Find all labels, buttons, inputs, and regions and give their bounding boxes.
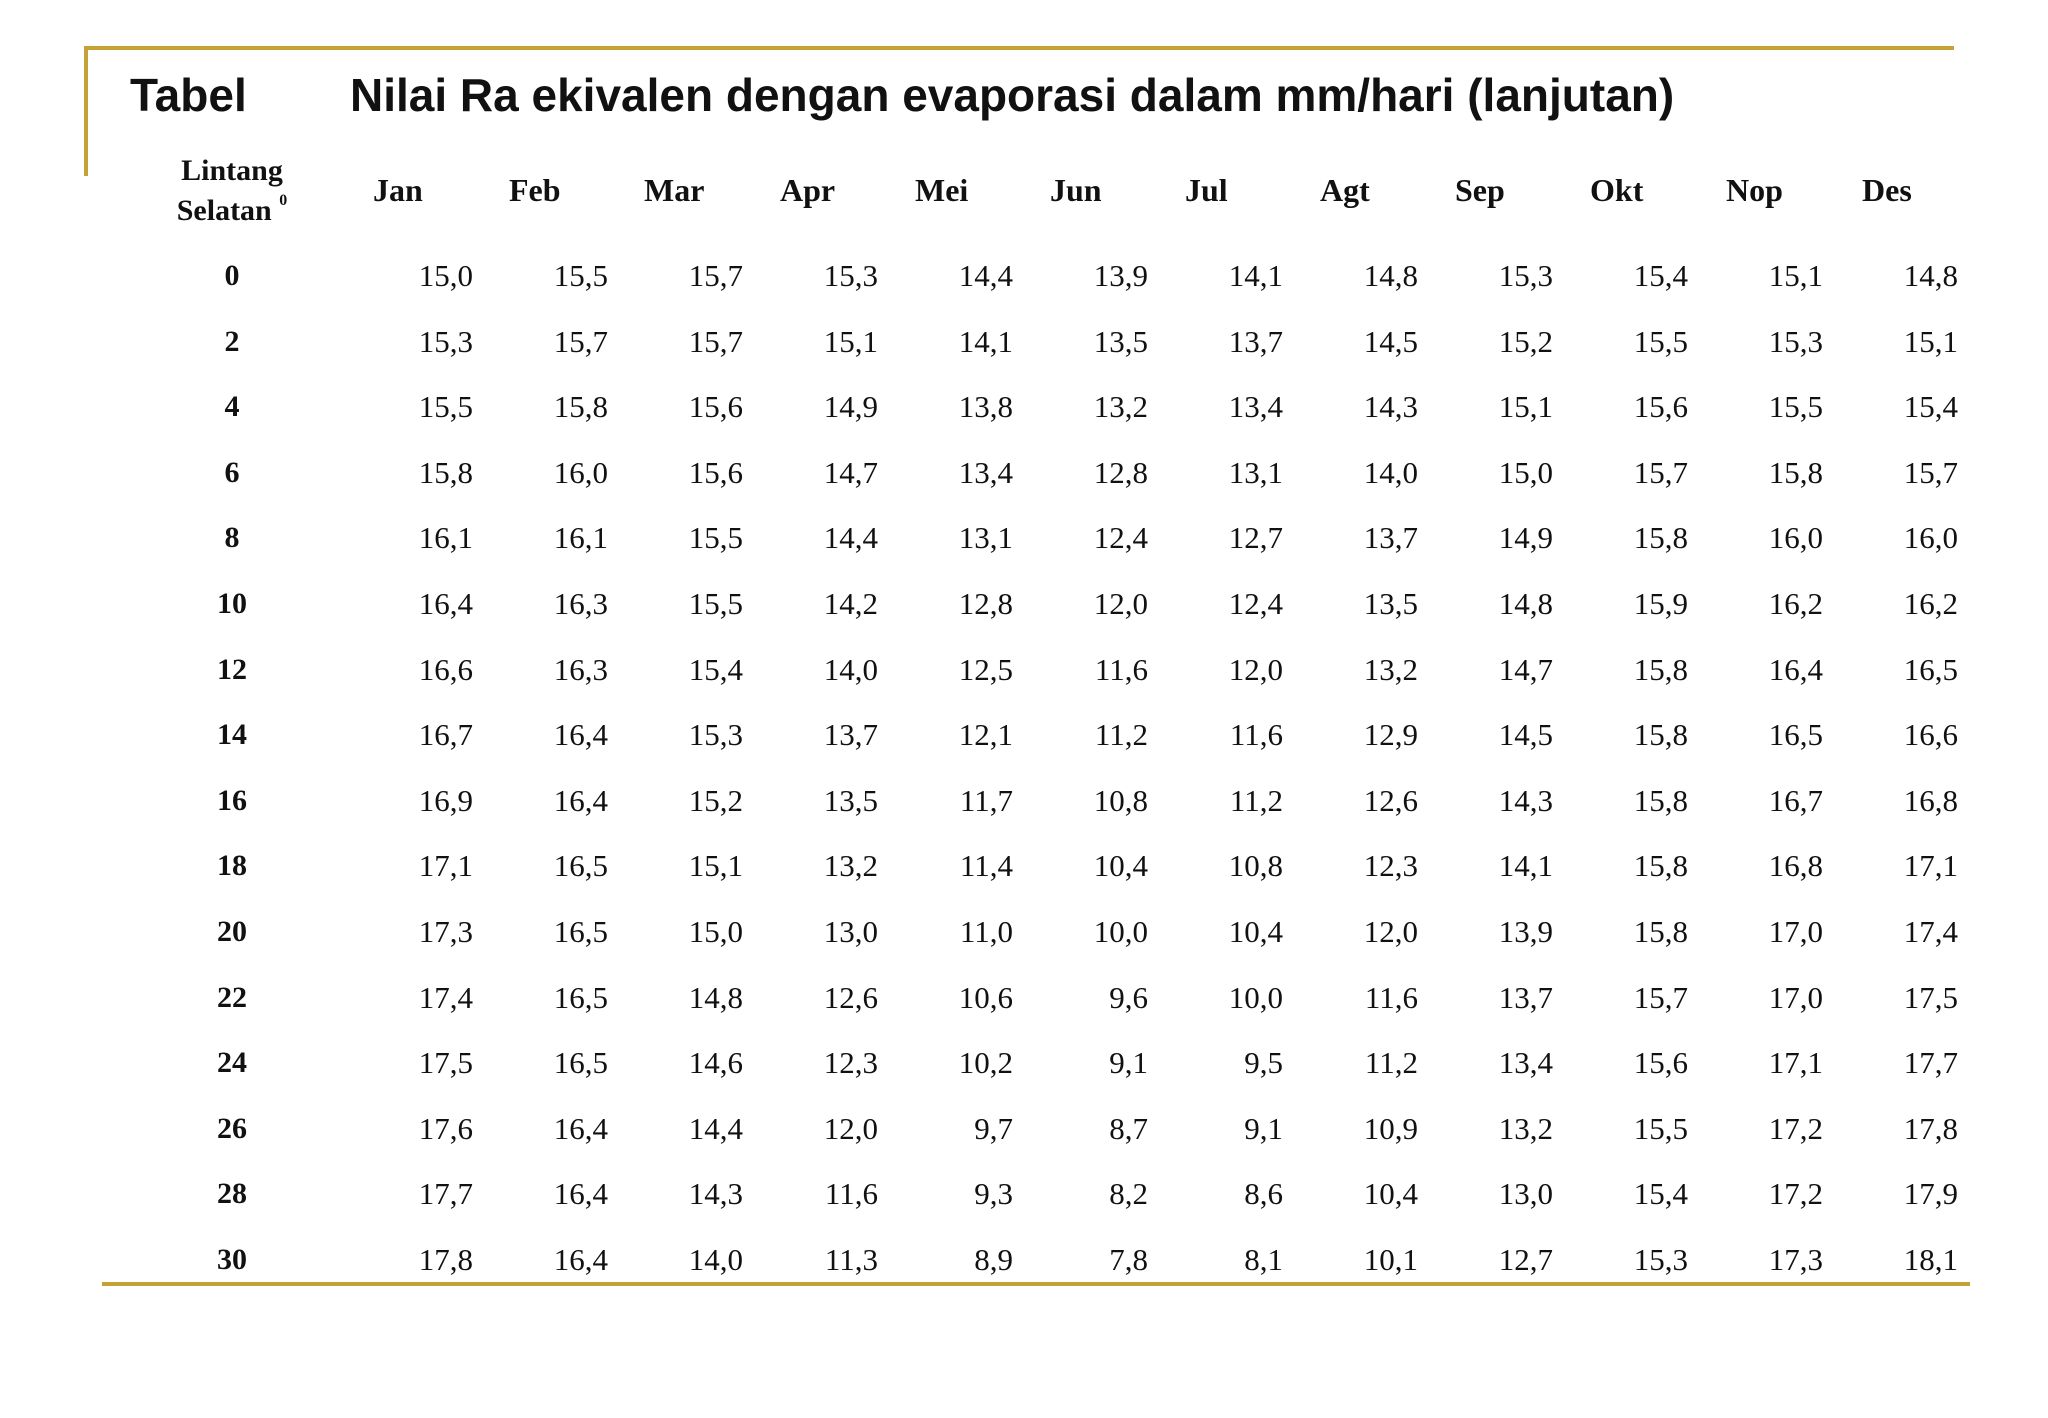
- value-cell: 11,6: [824, 1176, 878, 1212]
- value-cell: 16,4: [418, 586, 473, 621]
- value-cell: 16,4: [553, 1242, 608, 1277]
- value-cell: 16,4: [553, 717, 608, 753]
- value-cell: 11,6: [1229, 717, 1283, 753]
- value-cell: 15,2: [1498, 323, 1553, 359]
- value-cell: 15,8: [1633, 848, 1688, 884]
- value-cell: 13,2: [1363, 651, 1418, 687]
- value-cell: 14,1: [1498, 848, 1553, 884]
- value-cell: 12,6: [1363, 782, 1418, 818]
- value-cell: 8,2: [1109, 1176, 1148, 1212]
- latitude-cell: 8: [224, 521, 240, 555]
- value-cell: 15,1: [1768, 258, 1823, 293]
- value-cell: 17,0: [1768, 979, 1823, 1015]
- value-cell: 15,7: [553, 323, 608, 359]
- value-cell: 16,4: [553, 1110, 608, 1146]
- value-cell: 13,7: [1363, 520, 1418, 556]
- value-cell: 8,6: [1244, 1176, 1283, 1212]
- latitude-cell: 18: [217, 849, 247, 883]
- value-cell: 15,0: [418, 258, 473, 293]
- value-cell: 15,7: [1903, 454, 1958, 490]
- table-row: [0, 705, 2048, 765]
- table-row: [0, 377, 2048, 437]
- value-cell: 9,5: [1244, 1045, 1283, 1081]
- value-cell: 11,3: [824, 1242, 878, 1277]
- value-cell: 15,2: [688, 782, 743, 818]
- value-cell: 17,7: [418, 1176, 473, 1212]
- value-cell: 10,4: [1228, 914, 1283, 949]
- value-cell: 13,4: [1498, 1045, 1553, 1081]
- value-cell: 17,1: [1903, 848, 1958, 884]
- value-cell: 12,0: [1093, 586, 1148, 621]
- value-cell: 12,8: [1093, 454, 1148, 490]
- value-cell: 14,4: [958, 258, 1013, 293]
- value-cell: 15,7: [1633, 454, 1688, 490]
- value-cell: 15,8: [1633, 717, 1688, 753]
- value-cell: 14,4: [823, 520, 878, 556]
- value-cell: 17,1: [418, 848, 473, 884]
- value-cell: 12,0: [1363, 914, 1418, 949]
- value-cell: 16,9: [418, 782, 473, 818]
- value-cell: 13,0: [823, 914, 878, 949]
- value-cell: 10,8: [1228, 848, 1283, 884]
- value-cell: 15,1: [1498, 389, 1553, 425]
- value-cell: 17,9: [1903, 1176, 1958, 1212]
- value-cell: 13,5: [1363, 586, 1418, 621]
- value-cell: 17,4: [1903, 914, 1958, 949]
- value-cell: 8,7: [1109, 1110, 1148, 1146]
- value-cell: 17,6: [418, 1110, 473, 1146]
- value-cell: 15,3: [1633, 1242, 1688, 1277]
- value-cell: 13,9: [1498, 914, 1553, 949]
- value-cell: 16,6: [1903, 717, 1958, 753]
- value-cell: 13,5: [1093, 323, 1148, 359]
- value-cell: 17,7: [1903, 1045, 1958, 1081]
- value-cell: 11,6: [1364, 979, 1418, 1015]
- value-cell: 15,4: [688, 651, 743, 687]
- value-cell: 11,6: [1094, 651, 1148, 687]
- value-cell: 16,5: [553, 848, 608, 884]
- value-cell: 15,5: [553, 258, 608, 293]
- value-cell: 12,3: [1363, 848, 1418, 884]
- month-header-nop: Nop: [1726, 172, 1783, 208]
- value-cell: 15,6: [688, 454, 743, 490]
- value-cell: 10,8: [1093, 782, 1148, 818]
- value-cell: 15,6: [688, 389, 743, 425]
- value-cell: 14,7: [1498, 651, 1553, 687]
- value-cell: 15,5: [688, 520, 743, 556]
- value-cell: 15,3: [823, 258, 878, 293]
- degree-superscript: 0: [279, 192, 288, 209]
- value-cell: 12,7: [1498, 1242, 1553, 1277]
- value-cell: 15,5: [688, 586, 743, 621]
- table-row: [0, 246, 2048, 306]
- latitude-cell: 30: [217, 1243, 247, 1276]
- latitude-cell: 28: [217, 1177, 247, 1211]
- value-cell: 17,3: [1768, 1242, 1823, 1277]
- value-cell: 11,0: [959, 914, 1013, 949]
- table-row: [0, 312, 2048, 372]
- value-cell: 16,5: [553, 979, 608, 1015]
- latitude-header-line1: Lintang: [181, 154, 283, 187]
- value-cell: 15,0: [688, 914, 743, 949]
- table-row: [0, 968, 2048, 1028]
- value-cell: 16,0: [1768, 520, 1823, 556]
- value-cell: 14,3: [688, 1176, 743, 1212]
- table-row: [0, 508, 2048, 568]
- value-cell: 13,7: [1498, 979, 1553, 1015]
- value-cell: 15,8: [1768, 454, 1823, 490]
- value-cell: 16,5: [1768, 717, 1823, 753]
- value-cell: 14,4: [688, 1110, 743, 1146]
- latitude-header-line2: [132, 188, 332, 228]
- value-cell: 16,8: [1768, 848, 1823, 884]
- value-cell: 14,0: [823, 651, 878, 687]
- table-row: [0, 836, 2048, 896]
- latitude-cell: 10: [217, 587, 247, 620]
- month-header-feb: Feb: [509, 172, 561, 208]
- latitude-cell: 16: [217, 783, 247, 817]
- value-cell: 15,3: [1768, 323, 1823, 359]
- value-cell: 18,1: [1903, 1242, 1958, 1277]
- value-cell: 15,5: [1768, 389, 1823, 425]
- value-cell: 9,6: [1109, 979, 1148, 1015]
- value-cell: 15,8: [1633, 520, 1688, 556]
- value-cell: 16,1: [553, 520, 608, 556]
- value-cell: 16,2: [1903, 586, 1958, 621]
- value-cell: 16,0: [1903, 520, 1958, 556]
- value-cell: 15,1: [1903, 323, 1958, 359]
- value-cell: 16,4: [1768, 651, 1823, 687]
- value-cell: 13,7: [823, 717, 878, 753]
- value-cell: 15,9: [1633, 586, 1688, 621]
- table-row: [0, 1099, 2048, 1159]
- latitude-cell: 20: [217, 915, 247, 948]
- value-cell: 14,3: [1363, 389, 1418, 425]
- value-cell: 14,3: [1498, 782, 1553, 818]
- latitude-cell: 2: [224, 324, 240, 358]
- value-cell: 10,2: [958, 1045, 1013, 1081]
- value-cell: 10,1: [1363, 1242, 1418, 1277]
- title-text: Nilai Ra ekivalen dengan evaporasi dalam mm/hari (lanjutan): [350, 69, 1675, 121]
- value-cell: 8,1: [1244, 1242, 1283, 1277]
- value-cell: 14,2: [823, 586, 878, 621]
- value-cell: 17,4: [418, 979, 473, 1015]
- value-cell: 12,1: [958, 717, 1013, 753]
- month-header-jul: Jul: [1185, 172, 1228, 208]
- value-cell: 13,2: [1093, 389, 1148, 425]
- value-cell: 16,7: [418, 717, 473, 753]
- value-cell: 15,8: [1633, 651, 1688, 687]
- value-cell: 17,5: [1903, 979, 1958, 1015]
- latitude-cell: 26: [217, 1111, 247, 1145]
- latitude-cell: 0: [224, 259, 240, 292]
- value-cell: 12,4: [1228, 586, 1283, 621]
- value-cell: 16,6: [418, 651, 473, 687]
- value-cell: 15,3: [1498, 258, 1553, 293]
- value-cell: 17,8: [418, 1242, 473, 1277]
- value-cell: 13,8: [958, 389, 1013, 425]
- value-cell: 14,1: [1228, 258, 1283, 293]
- value-cell: 14,8: [688, 979, 743, 1015]
- value-cell: 12,7: [1228, 520, 1283, 556]
- latitude-cell: 6: [224, 455, 240, 489]
- table-row: [0, 1164, 2048, 1224]
- value-cell: 17,0: [1768, 914, 1823, 949]
- latitude-cell: 12: [217, 652, 247, 686]
- value-cell: 15,6: [1633, 389, 1688, 425]
- value-cell: 15,8: [1633, 782, 1688, 818]
- value-cell: 14,5: [1498, 717, 1553, 753]
- frame-top-rule: [84, 46, 1954, 50]
- value-cell: 11,7: [959, 782, 1013, 818]
- latitude-cell: 14: [217, 718, 247, 752]
- value-cell: 15,5: [418, 389, 473, 425]
- value-cell: 14,0: [1363, 454, 1418, 490]
- value-cell: 17,3: [418, 914, 473, 949]
- value-cell: 9,1: [1109, 1045, 1148, 1081]
- value-cell: 17,1: [1768, 1045, 1823, 1081]
- value-cell: 9,3: [974, 1176, 1013, 1212]
- value-cell: 16,8: [1903, 782, 1958, 818]
- month-header-mei: Mei: [915, 172, 969, 208]
- latitude-header-line2-text: Selatan: [176, 194, 272, 227]
- month-header-jun: Jun: [1050, 172, 1102, 208]
- table-row: [0, 1033, 2048, 1093]
- value-cell: 14,8: [1363, 258, 1418, 293]
- value-cell: 9,7: [974, 1110, 1013, 1146]
- value-cell: 10,0: [1093, 914, 1148, 949]
- value-cell: 16,4: [553, 782, 608, 818]
- value-cell: 12,9: [1363, 717, 1418, 753]
- value-cell: 12,0: [1228, 651, 1283, 687]
- value-cell: 16,7: [1768, 782, 1823, 818]
- value-cell: 13,9: [1093, 258, 1148, 293]
- value-cell: 15,5: [1633, 1110, 1688, 1146]
- value-cell: 15,8: [418, 454, 473, 490]
- value-cell: 17,2: [1768, 1110, 1823, 1146]
- value-cell: 15,1: [688, 848, 743, 884]
- value-cell: 17,8: [1903, 1110, 1958, 1146]
- value-cell: 14,9: [823, 389, 878, 425]
- value-cell: 15,8: [553, 389, 608, 425]
- value-cell: 15,3: [418, 323, 473, 359]
- value-cell: 16,3: [553, 586, 608, 621]
- value-cell: 14,8: [1903, 258, 1958, 293]
- value-cell: 12,4: [1093, 520, 1148, 556]
- value-cell: 12,3: [823, 1045, 878, 1081]
- frame-left-rule: [84, 46, 88, 176]
- value-cell: 15,7: [688, 323, 743, 359]
- value-cell: 13,7: [1228, 323, 1283, 359]
- month-header-apr: Apr: [780, 172, 836, 208]
- value-cell: 10,6: [958, 979, 1013, 1015]
- value-cell: 13,2: [823, 848, 878, 884]
- value-cell: 15,8: [1633, 914, 1688, 949]
- value-cell: 14,5: [1363, 323, 1418, 359]
- value-cell: 15,7: [688, 258, 743, 293]
- value-cell: 12,0: [823, 1110, 878, 1146]
- value-cell: 13,2: [1498, 1110, 1553, 1146]
- latitude-cell: 4: [224, 390, 240, 424]
- latitude-header: [132, 154, 332, 228]
- value-cell: 16,1: [418, 520, 473, 556]
- value-cell: 13,5: [823, 782, 878, 818]
- value-cell: 15,4: [1633, 1176, 1688, 1212]
- latitude-cell: 22: [217, 980, 247, 1014]
- month-header-sep: Sep: [1455, 172, 1505, 208]
- table-row: [0, 902, 2048, 962]
- value-cell: 11,2: [1364, 1045, 1418, 1081]
- value-cell: 11,2: [1094, 717, 1148, 753]
- month-header-okt: Okt: [1590, 172, 1644, 208]
- table-row: [0, 640, 2048, 700]
- value-cell: 15,7: [1633, 979, 1688, 1015]
- value-cell: 14,6: [688, 1045, 743, 1081]
- value-cell: 16,3: [553, 651, 608, 687]
- value-cell: 15,4: [1903, 389, 1958, 425]
- value-cell: 13,4: [958, 454, 1013, 490]
- value-cell: 15,4: [1633, 258, 1688, 293]
- value-cell: 16,4: [553, 1176, 608, 1212]
- value-cell: 16,0: [553, 454, 608, 490]
- value-cell: 8,9: [974, 1242, 1013, 1277]
- table-row: [0, 771, 2048, 831]
- title-label: Tabel: [130, 69, 247, 121]
- value-cell: 15,6: [1633, 1045, 1688, 1081]
- table-row: [0, 574, 2048, 634]
- value-cell: 10,4: [1363, 1176, 1418, 1212]
- value-cell: 15,3: [688, 717, 743, 753]
- value-cell: 14,7: [823, 454, 878, 490]
- table-row: [0, 443, 2048, 503]
- value-cell: 11,4: [959, 848, 1013, 884]
- value-cell: 13,1: [958, 520, 1013, 556]
- value-cell: 9,1: [1244, 1110, 1283, 1146]
- value-cell: 15,5: [1633, 323, 1688, 359]
- value-cell: 14,8: [1498, 586, 1553, 621]
- latitude-cell: 24: [217, 1046, 247, 1080]
- value-cell: 17,5: [418, 1045, 473, 1081]
- value-cell: 15,1: [823, 323, 878, 359]
- value-cell: 12,5: [958, 651, 1013, 687]
- month-header-mar: Mar: [644, 172, 705, 208]
- value-cell: 13,0: [1498, 1176, 1553, 1212]
- value-cell: 10,9: [1363, 1110, 1418, 1146]
- value-cell: 16,5: [553, 914, 608, 949]
- value-cell: 16,5: [553, 1045, 608, 1081]
- table-row: [0, 1230, 2048, 1290]
- value-cell: 12,8: [958, 586, 1013, 621]
- value-cell: 16,5: [1903, 651, 1958, 687]
- value-cell: 16,2: [1768, 586, 1823, 621]
- value-cell: 13,1: [1228, 454, 1283, 490]
- value-cell: 14,1: [958, 323, 1013, 359]
- value-cell: 14,9: [1498, 520, 1553, 556]
- month-header-agt: Agt: [1320, 172, 1370, 208]
- value-cell: 11,2: [1229, 782, 1283, 818]
- month-header-jan: Jan: [373, 172, 423, 208]
- value-cell: 12,6: [823, 979, 878, 1015]
- value-cell: 17,2: [1768, 1176, 1823, 1212]
- value-cell: 14,0: [688, 1242, 743, 1277]
- month-header-des: Des: [1862, 172, 1912, 208]
- value-cell: 13,4: [1228, 389, 1283, 425]
- value-cell: 7,8: [1109, 1242, 1148, 1277]
- value-cell: 10,0: [1228, 979, 1283, 1015]
- value-cell: 10,4: [1093, 848, 1148, 884]
- value-cell: 15,0: [1498, 454, 1553, 490]
